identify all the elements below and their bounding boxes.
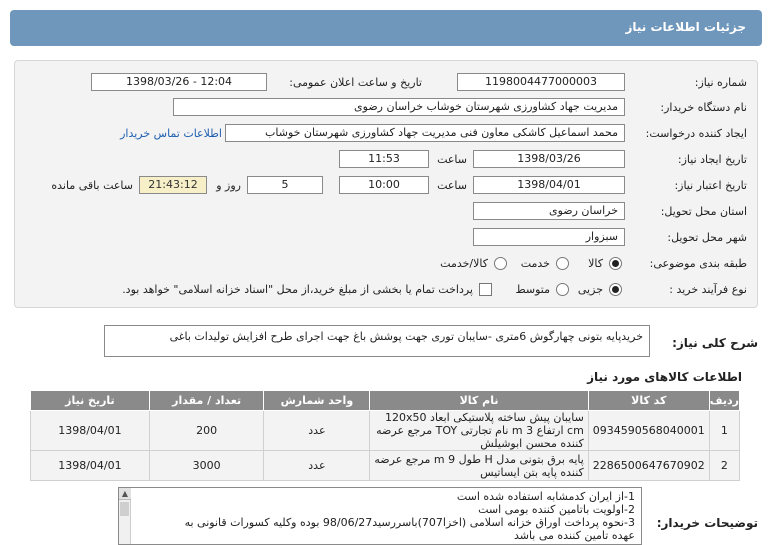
category-service-radio[interactable] — [556, 257, 569, 270]
goods-table-header — [31, 391, 740, 411]
days-field[interactable]: 5 — [247, 176, 323, 194]
cell-date: 1398/04/01 — [31, 411, 150, 451]
category-both-label: کالا/خدمت — [440, 257, 488, 270]
col-row: ردیف — [709, 391, 739, 411]
notes-line: عهده تامین کننده می باشد — [513, 529, 635, 542]
cell-date: 1398/04/01 — [31, 451, 150, 481]
col-code: کد کالا — [588, 391, 709, 411]
treasury-payment-note: پرداخت تمام یا بخشی از مبلغ خرید،از محل "اسناد خزانه اسلامی" خواهد بود. — [122, 283, 473, 296]
col-unit: واحد شمارش — [264, 391, 370, 411]
buyer-org-field[interactable]: مدیریت جهاد کشاورزی شهرستان خوشاب خراسان رضوی — [173, 98, 625, 116]
cell-qty: 200 — [149, 411, 264, 451]
buyer-org-label: نام دستگاه خریدار: — [660, 101, 747, 114]
description-box: خریدپایه بتونی چهارگوش 6متری -سایبان توری جهت پوشش باغ جهت اجرای طرح افزایش تولیدات باغی — [104, 325, 650, 357]
goods-section-title: اطلاعات کالاهای مورد نیاز — [587, 370, 742, 384]
city-field[interactable]: سبزوار — [473, 228, 625, 246]
page-header — [10, 10, 762, 46]
col-name: نام کالا — [370, 391, 589, 411]
treasury-payment-checkbox[interactable] — [479, 283, 492, 296]
process-minor-label: جزیی — [577, 283, 603, 296]
remaining-label: ساعت باقی مانده — [51, 179, 133, 192]
created-time-label: ساعت — [437, 153, 467, 166]
validity-date-field[interactable]: 1398/04/01 — [473, 176, 625, 194]
category-both-radio[interactable] — [494, 257, 507, 270]
requester-label: ایجاد کننده درخواست: — [645, 127, 747, 140]
province-field[interactable]: خراسان رضوی — [473, 202, 625, 220]
col-date: تاریخ نیاز — [31, 391, 150, 411]
days-label: روز و — [216, 179, 241, 192]
announce-field[interactable]: 1398/03/26 - 12:04 — [91, 73, 267, 91]
process-medium-label: متوسط — [515, 283, 550, 296]
category-label: طبقه بندی موضوعی: — [649, 257, 747, 270]
buyer-contact-link[interactable]: اطلاعات تماس خریدار — [120, 127, 222, 140]
process-medium-radio[interactable] — [556, 283, 569, 296]
process-label: نوع فرآیند خرید : — [669, 283, 747, 296]
cell-code: 0934590568040001 — [588, 411, 709, 451]
cell-unit: عدد — [264, 451, 370, 481]
goods-table — [30, 390, 740, 481]
process-minor-radio[interactable] — [609, 283, 622, 296]
category-goods-radio[interactable] — [609, 257, 622, 270]
remaining-time-field: 21:43:12 — [139, 176, 207, 194]
table-row — [31, 451, 740, 481]
scroll-thumb[interactable] — [120, 502, 129, 516]
cell-name: پایه برق بتونی مدل H طول 9 m مرجع عرضه کننده پایه بتن ایساتیس — [370, 451, 589, 481]
cell-name: سایبان پیش ساخته پلاستیکی ابعاد 120x50 cm ارتفاع 3 m نام تجارتی TOY مرجع عرضه کننده محسن ابوشیلش — [370, 411, 589, 451]
col-qty: تعداد / مقدار — [149, 391, 264, 411]
notes-label: توضیحات خریدار: — [656, 516, 758, 530]
need-number-field[interactable]: 1198004477000003 — [457, 73, 625, 91]
need-details-panel — [14, 60, 758, 308]
created-date-field[interactable]: 1398/03/26 — [473, 150, 625, 168]
description-label: شرح کلی نیاز: — [672, 336, 758, 350]
notes-line: 2-اولویت باتامین کننده بومی است — [478, 503, 635, 516]
validity-date-label: تاریخ اعتبار نیاز: — [674, 179, 747, 192]
table-row — [31, 411, 740, 451]
announce-label: تاریخ و ساعت اعلان عمومی: — [289, 76, 422, 89]
category-service-label: خدمت — [520, 257, 550, 270]
requester-field[interactable]: محمد اسماعیل کاشکی معاون فنی مدیریت جهاد کشاورزی شهرستان خوشاب — [225, 124, 625, 142]
category-goods-label: کالا — [588, 257, 603, 270]
page-title: جزئیات اطلاعات نیاز — [625, 20, 746, 34]
created-date-label: تاریخ ایجاد نیاز: — [677, 153, 747, 166]
notes-scrollbar[interactable] — [119, 488, 131, 544]
city-label: شهر محل تحویل: — [667, 231, 747, 244]
buyer-notes-box[interactable] — [118, 487, 642, 545]
need-number-label: شماره نیاز: — [694, 76, 747, 89]
cell-code: 2286500647670902 — [588, 451, 709, 481]
cell-row: 2 — [709, 451, 739, 481]
province-label: استان محل تحویل: — [660, 205, 747, 218]
cell-qty: 3000 — [149, 451, 264, 481]
cell-unit: عدد — [264, 411, 370, 451]
cell-row: 1 — [709, 411, 739, 451]
created-time-field[interactable]: 11:53 — [339, 150, 429, 168]
notes-line: 1-از ایران کدمشابه استفاده شده است — [456, 490, 635, 503]
notes-line: 3-نحوه پرداخت اوراق خزانه اسلامی (اخزا707)باسررسید98/06/27 بوده وکلیه کسورات قانونی به — [184, 516, 635, 529]
validity-time-label: ساعت — [437, 179, 467, 192]
scroll-up-icon[interactable]: ▲ — [119, 488, 131, 500]
validity-time-field[interactable]: 10:00 — [339, 176, 429, 194]
